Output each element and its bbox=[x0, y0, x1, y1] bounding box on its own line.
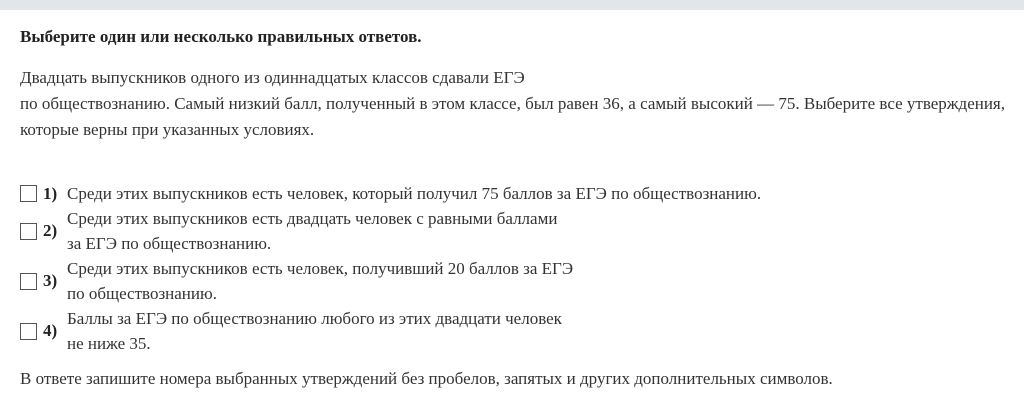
option-2[interactable] bbox=[20, 206, 1005, 256]
option-2-line-2: за ЕГЭ по обществознанию. bbox=[67, 234, 272, 253]
option-3-line-2: по обществознанию. bbox=[67, 284, 217, 303]
task-content bbox=[20, 24, 1005, 402]
option-1-line-1: Среди этих выпускников есть человек, который получил 75 баллов за ЕГЭ по обществознанию. bbox=[67, 184, 762, 203]
option-4[interactable] bbox=[20, 306, 1005, 356]
option-2-number: 2) bbox=[43, 221, 58, 240]
option-3-text bbox=[67, 256, 573, 306]
problem-line-rest: по обществознанию. Самый низкий балл, полученный в этом классе, был равен 36, а самый высокий — 75. Выберите все утверждения, которые верны при указанных условиях. bbox=[20, 94, 1005, 139]
option-4-text bbox=[67, 306, 562, 356]
option-3-checkbox[interactable] bbox=[20, 273, 37, 290]
option-3[interactable] bbox=[20, 256, 1005, 306]
option-3-line-1: Среди этих выпускников есть человек, получивший 20 баллов за ЕГЭ bbox=[67, 259, 574, 278]
answer-instruction: В ответе запишите номера выбранных утверждений без пробелов, запятых и других дополнительных символов. bbox=[20, 369, 833, 388]
option-3-number: 3) bbox=[43, 271, 58, 290]
problem-statement bbox=[20, 65, 1005, 143]
option-4-line-1: Баллы за ЕГЭ по обществознанию любого из этих двадцати человек bbox=[67, 309, 562, 328]
option-4-checkbox[interactable] bbox=[20, 323, 37, 340]
top-bar bbox=[0, 0, 1024, 10]
option-1-number: 1) bbox=[43, 183, 58, 203]
problem-line-1: Двадцать выпускников одного из одиннадцатых классов сдавали ЕГЭ bbox=[20, 68, 525, 87]
option-4-number: 4) bbox=[43, 321, 58, 340]
option-1-checkbox[interactable] bbox=[20, 185, 37, 202]
option-1[interactable] bbox=[20, 181, 1005, 206]
option-2-text bbox=[67, 206, 557, 256]
answer-options bbox=[20, 181, 1005, 356]
option-2-checkbox[interactable] bbox=[20, 223, 37, 240]
option-4-line-2: не ниже 35. bbox=[67, 334, 151, 353]
task-instruction: Выберите один или несколько правильных ответов. bbox=[20, 27, 422, 46]
option-2-line-1: Среди этих выпускников есть двадцать человек с равными баллами bbox=[67, 209, 558, 228]
option-1-text bbox=[67, 181, 761, 206]
